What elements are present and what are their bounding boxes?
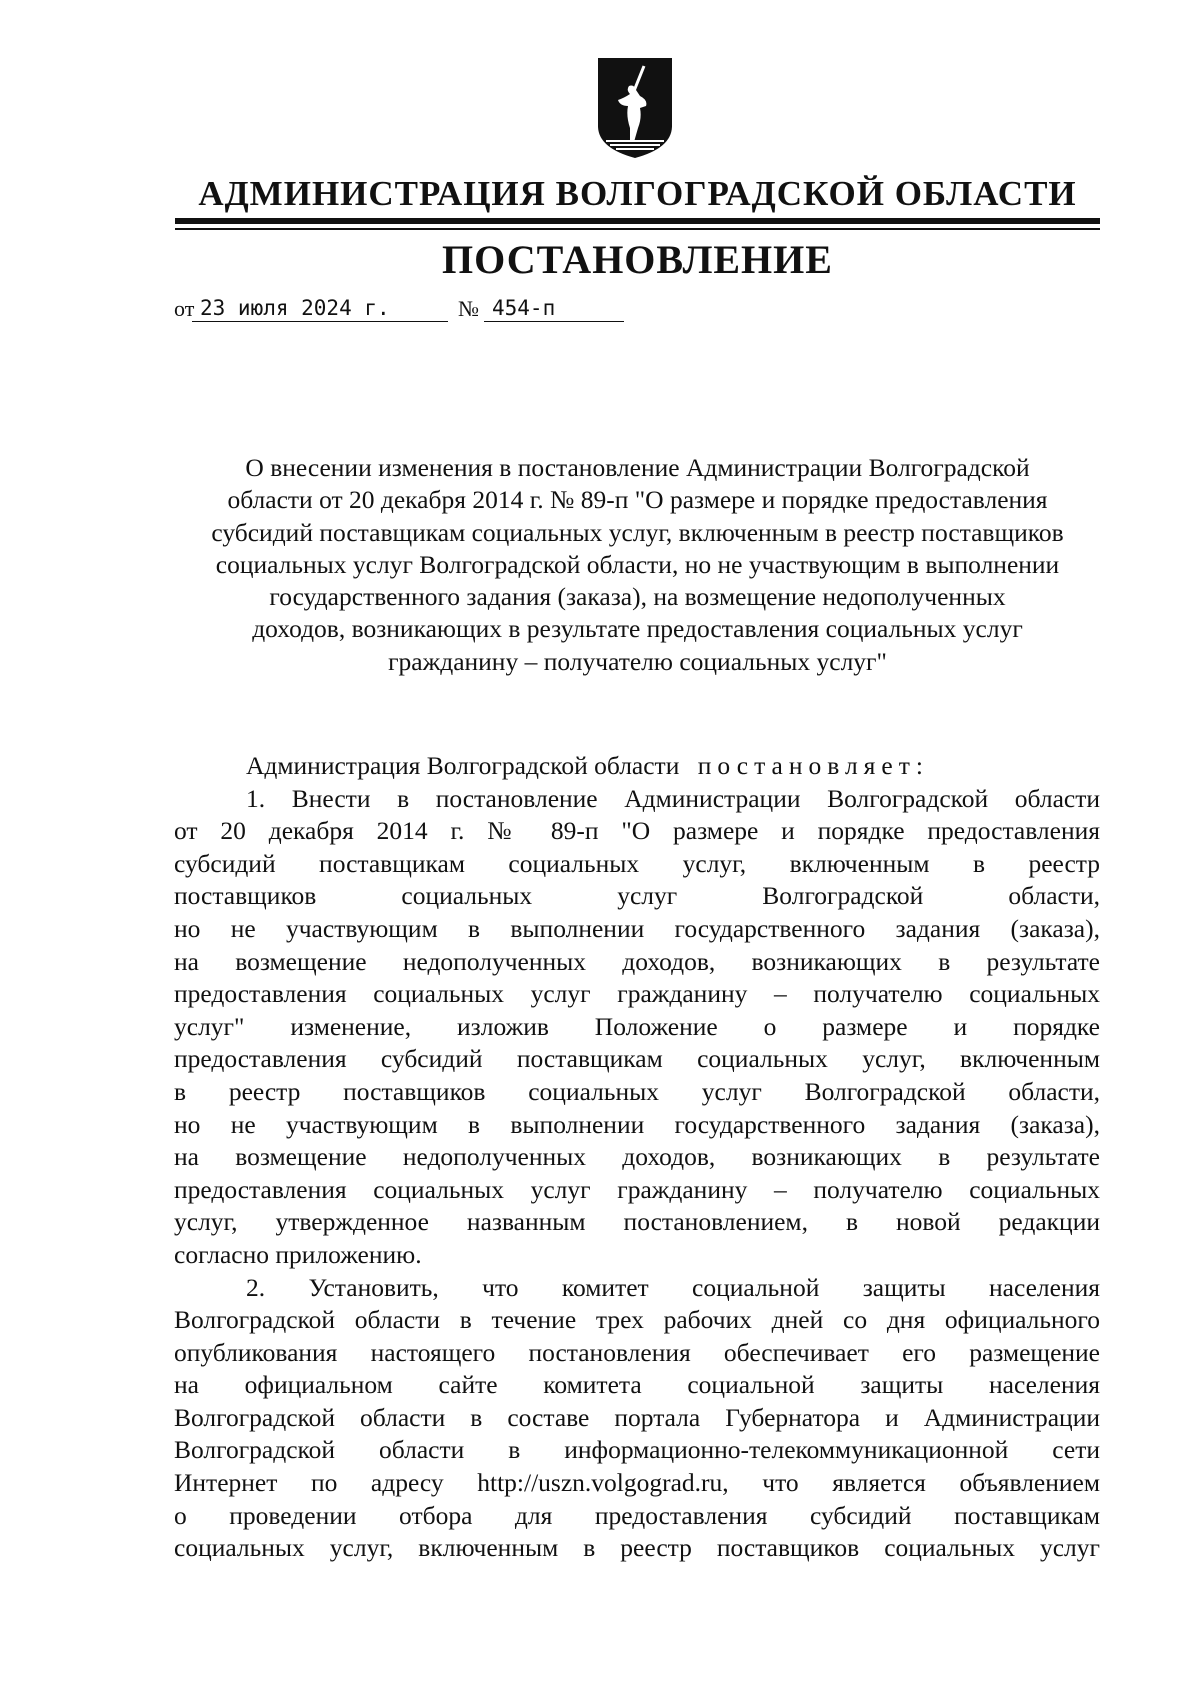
subject-line: государственного задания (заказа), на возмещение недополученных [269,582,1006,612]
body-line: Интернет по адресу http://uszn.volgograd.ru, что является объявлением [174,1468,1100,1498]
body-line: Волгоградской области в составе портала Губернатора и Администрации [174,1402,1100,1432]
subject-line: доходов, возникающих в результате предоставления социальных услуг [252,614,1023,644]
subject-line: области от 20 декабря 2014 г. № 89-п "О размере и порядке предоставления [227,485,1048,515]
body-line: согласно приложению. [174,1239,422,1269]
header-rule-thick [175,218,1100,224]
body-line: на возмещение недополученных доходов, возникающих в результате [174,1142,1100,1172]
date-label: от [174,296,195,321]
body-line: но не участвующим в выполнении государственного задания (заказа), [174,1109,1100,1139]
body-line: но не участвующим в выполнении государственного задания (заказа), [174,913,1100,943]
document-type-title: ПОСТАНОВЛЕНИЕ [442,237,833,282]
organization-title: АДМИНИСТРАЦИЯ ВОЛГОГРАДСКОЙ ОБЛАСТИ [198,174,1077,213]
body-line: Волгоградской области в течение трех рабочих дней со дня официального [174,1305,1100,1335]
body-line: на официальном сайте комитета социальной защиты населения [174,1370,1100,1400]
number-field: 454-п [484,292,624,322]
subject-line: гражданину – получателю социальных услуг" [388,646,887,676]
body-line: предоставления социальных услуг гражданину – получателю социальных [174,1174,1100,1204]
body-line: на возмещение недополученных доходов, возникающих в результате [174,946,1100,976]
volgograd-emblem-icon [596,56,674,160]
document-body [174,750,1100,1565]
body-line: услуг, утвержденное названным постановлением, в новой редакции [174,1207,1100,1237]
subject-line: О внесении изменения в постановление Администрации Волгоградской [245,453,1030,482]
preamble-verb: постановляет: [697,751,929,780]
body-line: 2. Установить, что комитет социальной защиты населения [246,1272,1100,1302]
document-meta [0,292,1200,326]
body-line: о проведении отбора для предоставления субсидий поставщикам [174,1500,1100,1530]
body-line: 1. Внести в постановление Администрации Волгоградской области [246,783,1100,813]
subject-line: субсидий поставщикам социальных услуг, включенным в реестр поставщиков [211,517,1064,547]
document-subject [175,452,1100,678]
subject-line: социальных услуг Волгоградской области, но не участвующим в выполнении [215,549,1060,579]
body-line: Волгоградской области в информационно-телекоммуникационной сети [174,1435,1100,1465]
body-line: предоставления субсидий поставщикам социальных услуг, включенным [174,1044,1100,1074]
number-label: № [458,296,479,321]
header-rule-thin [175,228,1100,230]
body-line: опубликования настоящего постановления обеспечивает его размещение [174,1337,1100,1367]
body-line: социальных услуг, включенным в реестр поставщиков социальных услуг [174,1533,1100,1563]
preamble [174,750,1100,783]
preamble-subject: Администрация Волгоградской области [246,751,680,780]
body-line: предоставления социальных услуг гражданину – получателю социальных [174,979,1100,1009]
body-line: услуг" изменение, изложив Положение о размере и порядке [174,1011,1100,1041]
body-line: от 20 декабря 2014 г. № 89-п "О размере и порядке предоставления [174,816,1100,846]
date-field: 23 июля 2024 г. [192,292,448,322]
body-line: субсидий поставщикам социальных услуг, включенным в реестр [174,848,1100,878]
body-line: поставщиков социальных услуг Волгоградской области, [174,881,1100,911]
body-line: в реестр поставщиков социальных услуг Волгоградской области, [174,1076,1100,1106]
